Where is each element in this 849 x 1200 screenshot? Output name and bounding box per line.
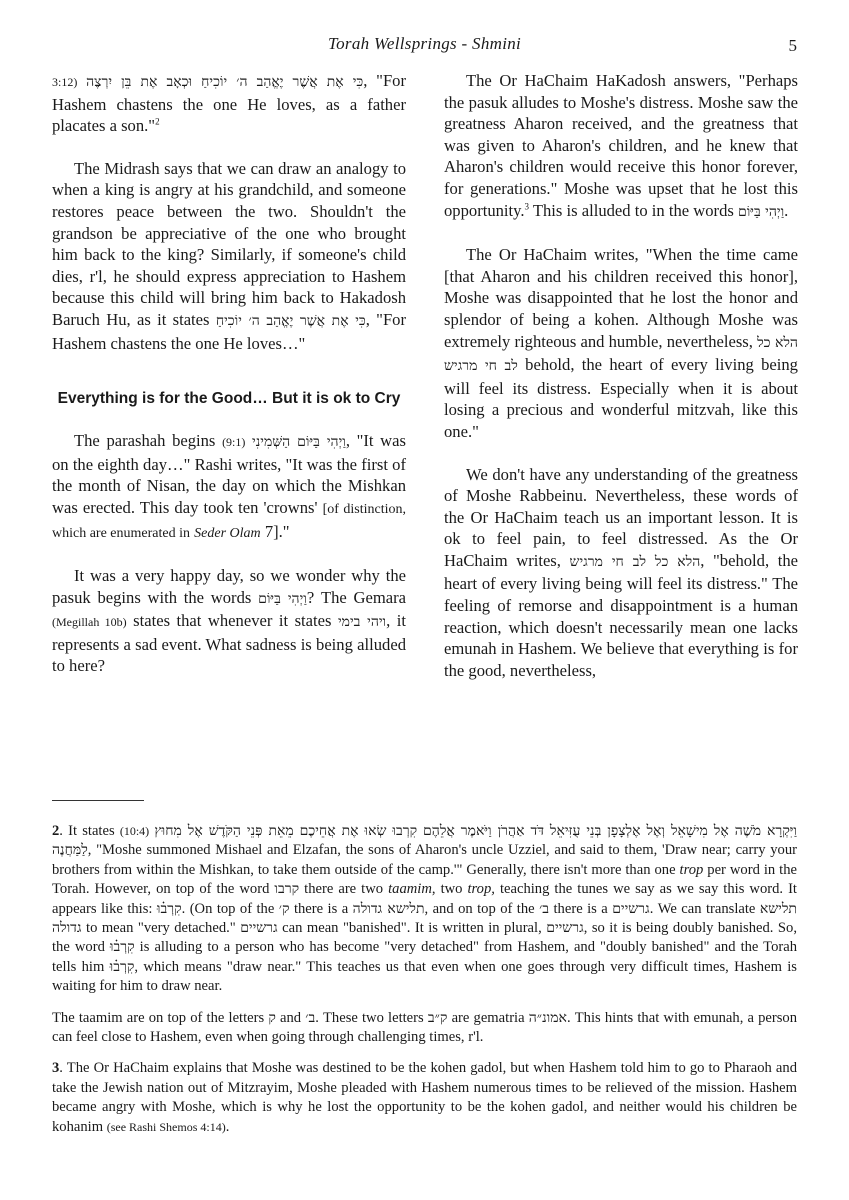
text: . This hints that with emunah, a person can feel close to Hashem, even when going through challenging times, r'l. — [52, 1009, 798, 1046]
text: , "behold, the heart of every living being will feel its distress." The feeling of remorse and disappointment is a human reaction, which doesn't necessarily mean one lacks emunah in Hashem. We believe that everything is for the good, nevertheless, — [444, 550, 798, 680]
left-column — [52, 70, 406, 698]
paragraph — [52, 70, 406, 137]
text: can mean "banished". It is written in plural, — [282, 920, 542, 937]
hebrew-letter: ב׳ — [539, 900, 550, 917]
paragraph: The Or HaChaim HaKadosh answers, "Perhaps the pasuk alludes to Moshe's distress. Moshe saw the greatness Aharon received, and the greatness that was given to Aharon's children, and he knew that Aharon's children would receive this honor forever, for generations." Moshe was upset that he lost this opportunity.$^3$ This is alluded to in the words וַיְהִי בַּיּוֹם. — [444, 71, 798, 220]
text: , "For Hashem chastens the one He loves, as a father placates a son." — [52, 71, 406, 136]
hebrew-word: קִרְב֗וּ — [109, 939, 135, 956]
text: This is alluded to in the words — [532, 200, 734, 220]
text: per word in the Torah. However, on top of the word — [52, 861, 797, 898]
hebrew-letter: ב׳ — [305, 1009, 316, 1026]
hebrew-word: ק״ב — [427, 1009, 448, 1026]
text: taamim — [388, 881, 432, 898]
footnote-number: 2 — [52, 823, 60, 839]
hebrew-word: קִרְב֗וּ — [109, 958, 135, 975]
paragraph — [444, 244, 798, 442]
text: is alluding to a person who has become "very detached" from Hashem, and "doubly banished" and the Torah tells him — [52, 939, 797, 975]
running-title: Torah Wellsprings - Shmini — [327, 34, 522, 53]
footnotes — [52, 822, 797, 1149]
text: The taamim are on top of the letters — [52, 1009, 265, 1026]
hebrew-letter: ק׳ — [278, 900, 290, 917]
page-number: 5 — [788, 36, 797, 55]
text: , and on top of the — [424, 900, 535, 917]
text: . The Or HaChaim explains that Moshe was destined to be the kohen gadol, but when Hashem told him to go to Pharaoh and take the Jewish nation out of Mitzrayim, Moshe pleaded with Hashem numerous times to be relieved of the mission. Hashem became angry with Moshe, which is why he lost the opportunity to be the kohen gadol, and neither would his children be kohanim — [52, 1060, 797, 1135]
paragraph — [444, 464, 798, 682]
text: there is a — [293, 900, 349, 917]
text: We don't have any understanding of the greatness of Moshe Rabbeinu. Nevertheless, these words of the Or HaChaim teach us an important lesson. It is ok to feel pain, to feel distressed. As the Or HaChaim writes, — [444, 464, 798, 570]
text: and — [280, 1009, 302, 1026]
hebrew-word: גרשיים — [240, 920, 278, 937]
text: states that whenever it states — [133, 611, 332, 631]
hebrew-quote: כִּי אֶת אֲשֶׁר יֶאֱהַב ה׳ יוֹכִיחַ וּכְאָב אֶת בֵּן יִרְצֶה — [86, 74, 364, 90]
text: . — [225, 1118, 230, 1135]
verse-ref: 3:12) — [52, 75, 78, 89]
text: ? The Gemara — [306, 587, 406, 607]
text: [of distinction, which are enumerated in — [52, 501, 407, 541]
hebrew-word: אמונ״ה — [528, 1009, 567, 1026]
section-heading: Everything is for the Good… But it is ok to Cry — [57, 390, 401, 408]
text: . (On top of the — [181, 900, 275, 917]
text: to mean "very detached." — [86, 920, 236, 937]
verse-ref: (9:1) — [222, 435, 246, 450]
footnote — [52, 822, 797, 997]
text: there are two — [304, 881, 384, 898]
footnote — [52, 1059, 797, 1137]
text: are gematria — [451, 1009, 525, 1026]
text: . We can translate — [649, 900, 756, 917]
hebrew-quote: וַיִּקְרָא מֹשֶׁה אֶל מִישָׁאֵל וְאֶל אֶלְצָפָן בְּנֵי עֻזִּיאֵל דֹּד אַהֲרֹן וַיֹּאמֶר אֲלֵהֶם קִרְבוּ שְׂאוּ אֶת אֲחֵיכֶם מֵאֵת פְּנֵי הַקֹּדֶשׁ אֶל מִחוּץ לַמַּחֲנֶה — [52, 823, 797, 859]
hebrew-quote: כִּי אֶת אֲשֶׁר יֶאֱהַב ה׳ יוֹכִיחַ — [215, 312, 366, 329]
text: behold, the heart of every living being will feel its distress. Especially when it is about losing a precious and wonderful mitzvah, like this one." — [444, 355, 798, 441]
hebrew-word: גרשיים — [612, 900, 650, 917]
paragraph — [52, 158, 406, 354]
source-ref: (see Rashi Shemos 4:14) — [106, 1119, 226, 1134]
hebrew-quote: הלא כל לב חי מרגיש — [569, 553, 701, 570]
text: 7]." — [264, 521, 290, 541]
text: . It states — [59, 823, 115, 839]
text: , it represents a sad event. What sadness is being alluded to here? — [52, 611, 406, 676]
text: , which means "draw near." This teaches us that even when one goes through very difficult times, Hashem is waiting for him to draw near. — [52, 958, 797, 995]
footnote-number: 3 — [52, 1060, 60, 1077]
text: . These two letters — [315, 1009, 424, 1026]
source-ref: (Megillah 10b) — [52, 615, 127, 630]
hebrew-quote: ויהי בימי — [337, 614, 387, 631]
page-header — [0, 34, 849, 58]
footnote-marker: 3 — [524, 201, 530, 212]
text: , "Moshe summoned Mishael and Elzafan, the sons of Aharon's uncle Uzziel, and said to them, 'Draw near; carry your brothers from within the Mishkan, to take them outside of the camp.'" Generally, there isn't more than one — [52, 842, 797, 878]
text: The Or HaChaim writes, "When the time came [that Aharon and his children received this honor], Moshe was disappointed that he lost the honor and splendor of being a kohen. Although Moshe was extremely righteous and humble, nevertheless, — [444, 245, 798, 351]
footnote-marker: 2 — [155, 116, 160, 127]
text: It was a very happy day, so we wonder why the pasuk begins with the words — [52, 566, 406, 607]
right-column — [444, 70, 798, 702]
footnote-divider — [52, 800, 144, 801]
hebrew-quote: וַיְהִי בַּיּוֹם הַשְּׁמִינִי — [252, 434, 346, 451]
footnote — [52, 1009, 797, 1048]
verse-ref: (10:4) — [119, 824, 150, 838]
text: The Midrash says that we can draw an analogy to when a king is angry at his grandchild, and someone restores peace between the two. Shouldn't the grandson be appreciative of the one who brought him back to the king? Similarly, if someone's child dies, r'l, he should express appreciation to Hashem because this child will bring him back to Hakadosh Baruch Hu, as it states — [52, 158, 406, 329]
text: The Or HaChaim HaKadosh answers, "Perhaps the pasuk alludes to Moshe's distress. Moshe saw the greatness Aharon received, and the greatness that was given to Aharon's children, and he knew that Aharon's children would receive this honor forever, for generations." Moshe was upset that he lost this opportunity. — [444, 71, 798, 220]
paragraph — [52, 565, 406, 677]
hebrew-word: קרבו — [274, 881, 300, 898]
hebrew-quote: וַיְהִי בַּיּוֹם — [258, 590, 307, 607]
text: , two — [431, 881, 463, 898]
hebrew-word: תלישא גדולה — [52, 900, 797, 937]
text: , "For Hashem chastens the one He loves…" — [52, 309, 406, 353]
text: teaching the tunes we say as we say this word. It appears like this: — [52, 881, 797, 917]
hebrew-word: קִרְב֗וּ — [156, 900, 182, 917]
text: , so it is being doubly banished. So, the word — [52, 920, 797, 956]
text: trop, — [467, 881, 495, 898]
hebrew-word: גרשיים — [546, 920, 584, 937]
paragraph — [52, 430, 406, 544]
hebrew-word: תלישא גדולה — [352, 900, 425, 917]
hebrew-letter: ק — [268, 1009, 276, 1026]
hebrew-quote: וַיְהִי בַּיּוֹם — [737, 203, 785, 220]
text: trop — [679, 861, 704, 878]
text: Seder Olam — [194, 525, 261, 541]
text: there is a — [553, 900, 608, 917]
text: The parashah begins — [74, 431, 216, 451]
text: , "It was on the eighth day…" Rashi writes, "It was the first of the month of Nisan, the day on which the Mishkan was erected. This day took ten 'crowns' — [52, 431, 406, 517]
hebrew-quote: הלא כל לב חי מרגיש — [444, 334, 798, 375]
